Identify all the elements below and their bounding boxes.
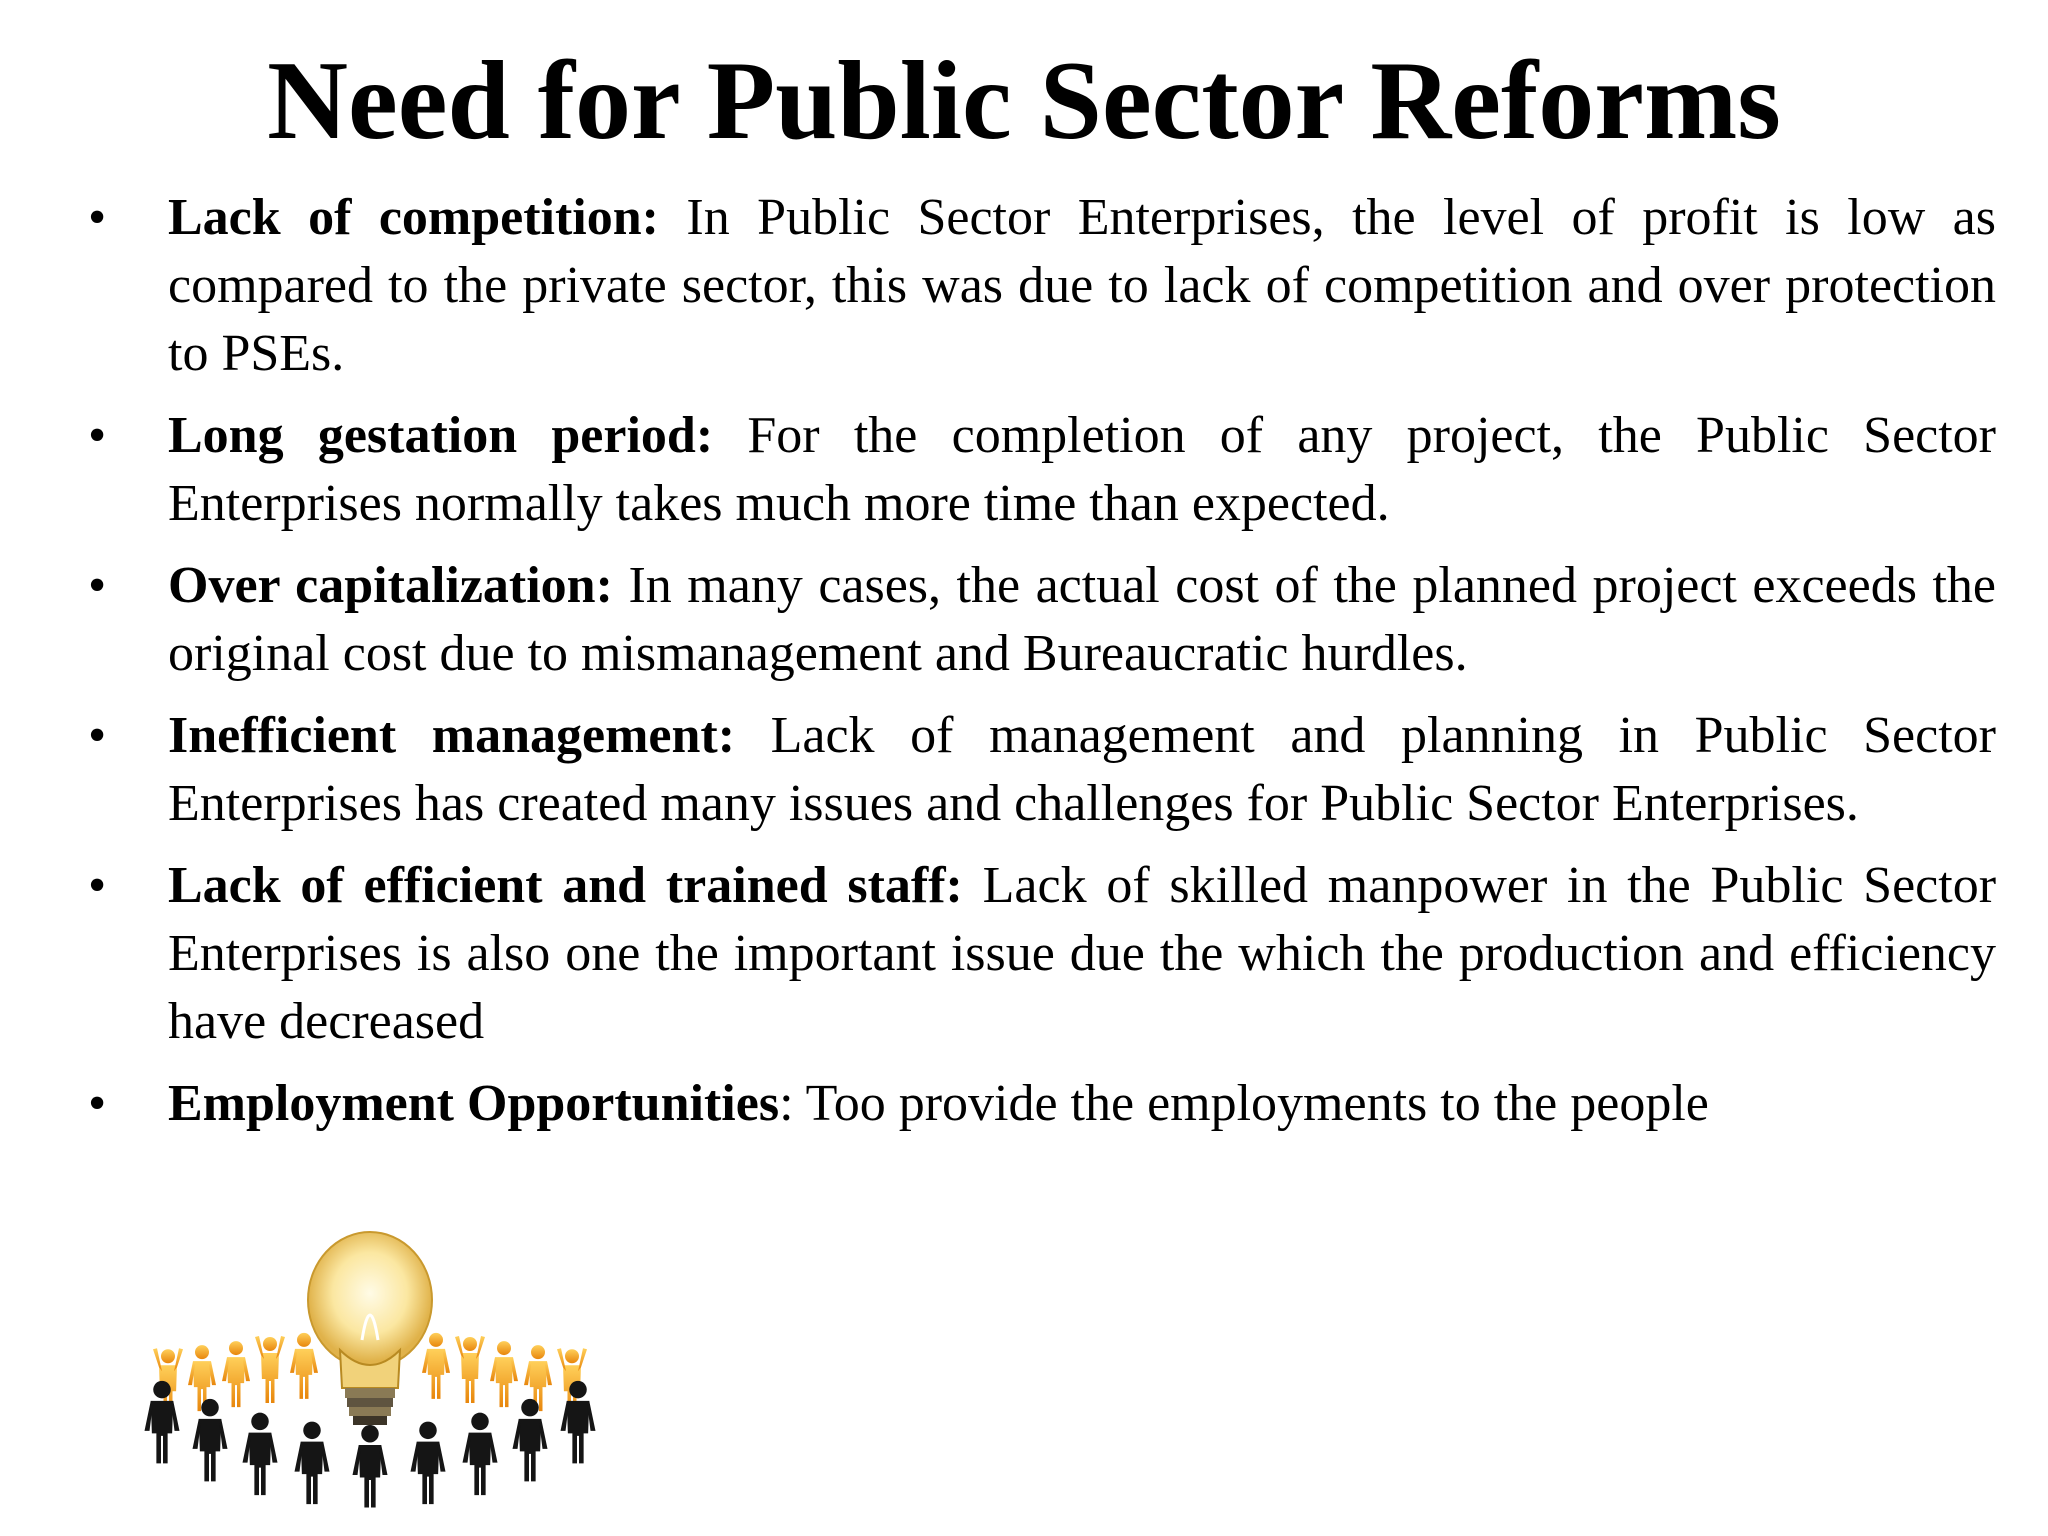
bullet-item (88, 852, 1997, 1056)
bullet-dot: • (88, 407, 107, 464)
bullet-item (88, 184, 1996, 388)
bullet-dot: • (88, 189, 107, 246)
bullet-term: Employment Opportunities (168, 1075, 780, 1132)
bullet-text: : Too provide the employments to the people (779, 1075, 1709, 1132)
bullet-dot: • (88, 857, 107, 914)
bullet-text: In Public Sector Enterprises, the level of profit is low as compared to the private sector, this was due to lack of competition and over protection to PSEs. (168, 189, 1996, 382)
bullet-item (88, 1070, 1996, 1138)
bullet-text: For the completion of any project, the Public Sector Enterprises normally takes much more time than expected. (168, 407, 1996, 532)
bullet-text: Lack of management and planning in Public Sector Enterprises has created many issues and challenges for Public Sector Enterprises. (168, 707, 1996, 832)
bullet-text: Lack of skilled manpower in the Public Sector Enterprises is also one the important issue due the which the production and efficiency have decreased (168, 857, 1997, 1050)
bullet-list (0, 184, 2048, 1152)
bullet-dot: • (88, 707, 107, 764)
bullet-dot: • (88, 557, 107, 614)
bullet-dot: • (88, 1075, 107, 1132)
bullet-item (88, 552, 1996, 688)
slide-title: Need for Public Sector Reforms (267, 39, 1781, 163)
bullet-term: Lack of competition: (168, 189, 659, 246)
people-around-lightbulb-icon (140, 1220, 600, 1530)
bullet-item (88, 702, 1996, 838)
bullet-item (88, 402, 1996, 538)
lightbulb-icon (308, 1232, 432, 1425)
bullet-term: Lack of efficient and trained staff: (168, 857, 963, 914)
bullet-text: In many cases, the actual cost of the planned project exceeds the original cost due to mismanagement and Bureaucratic hurdles. (168, 557, 1996, 682)
bullet-term: Inefficient management: (168, 707, 736, 764)
bullet-term: Over capitalization: (168, 557, 613, 614)
bullet-term: Long gestation period: (168, 407, 714, 464)
